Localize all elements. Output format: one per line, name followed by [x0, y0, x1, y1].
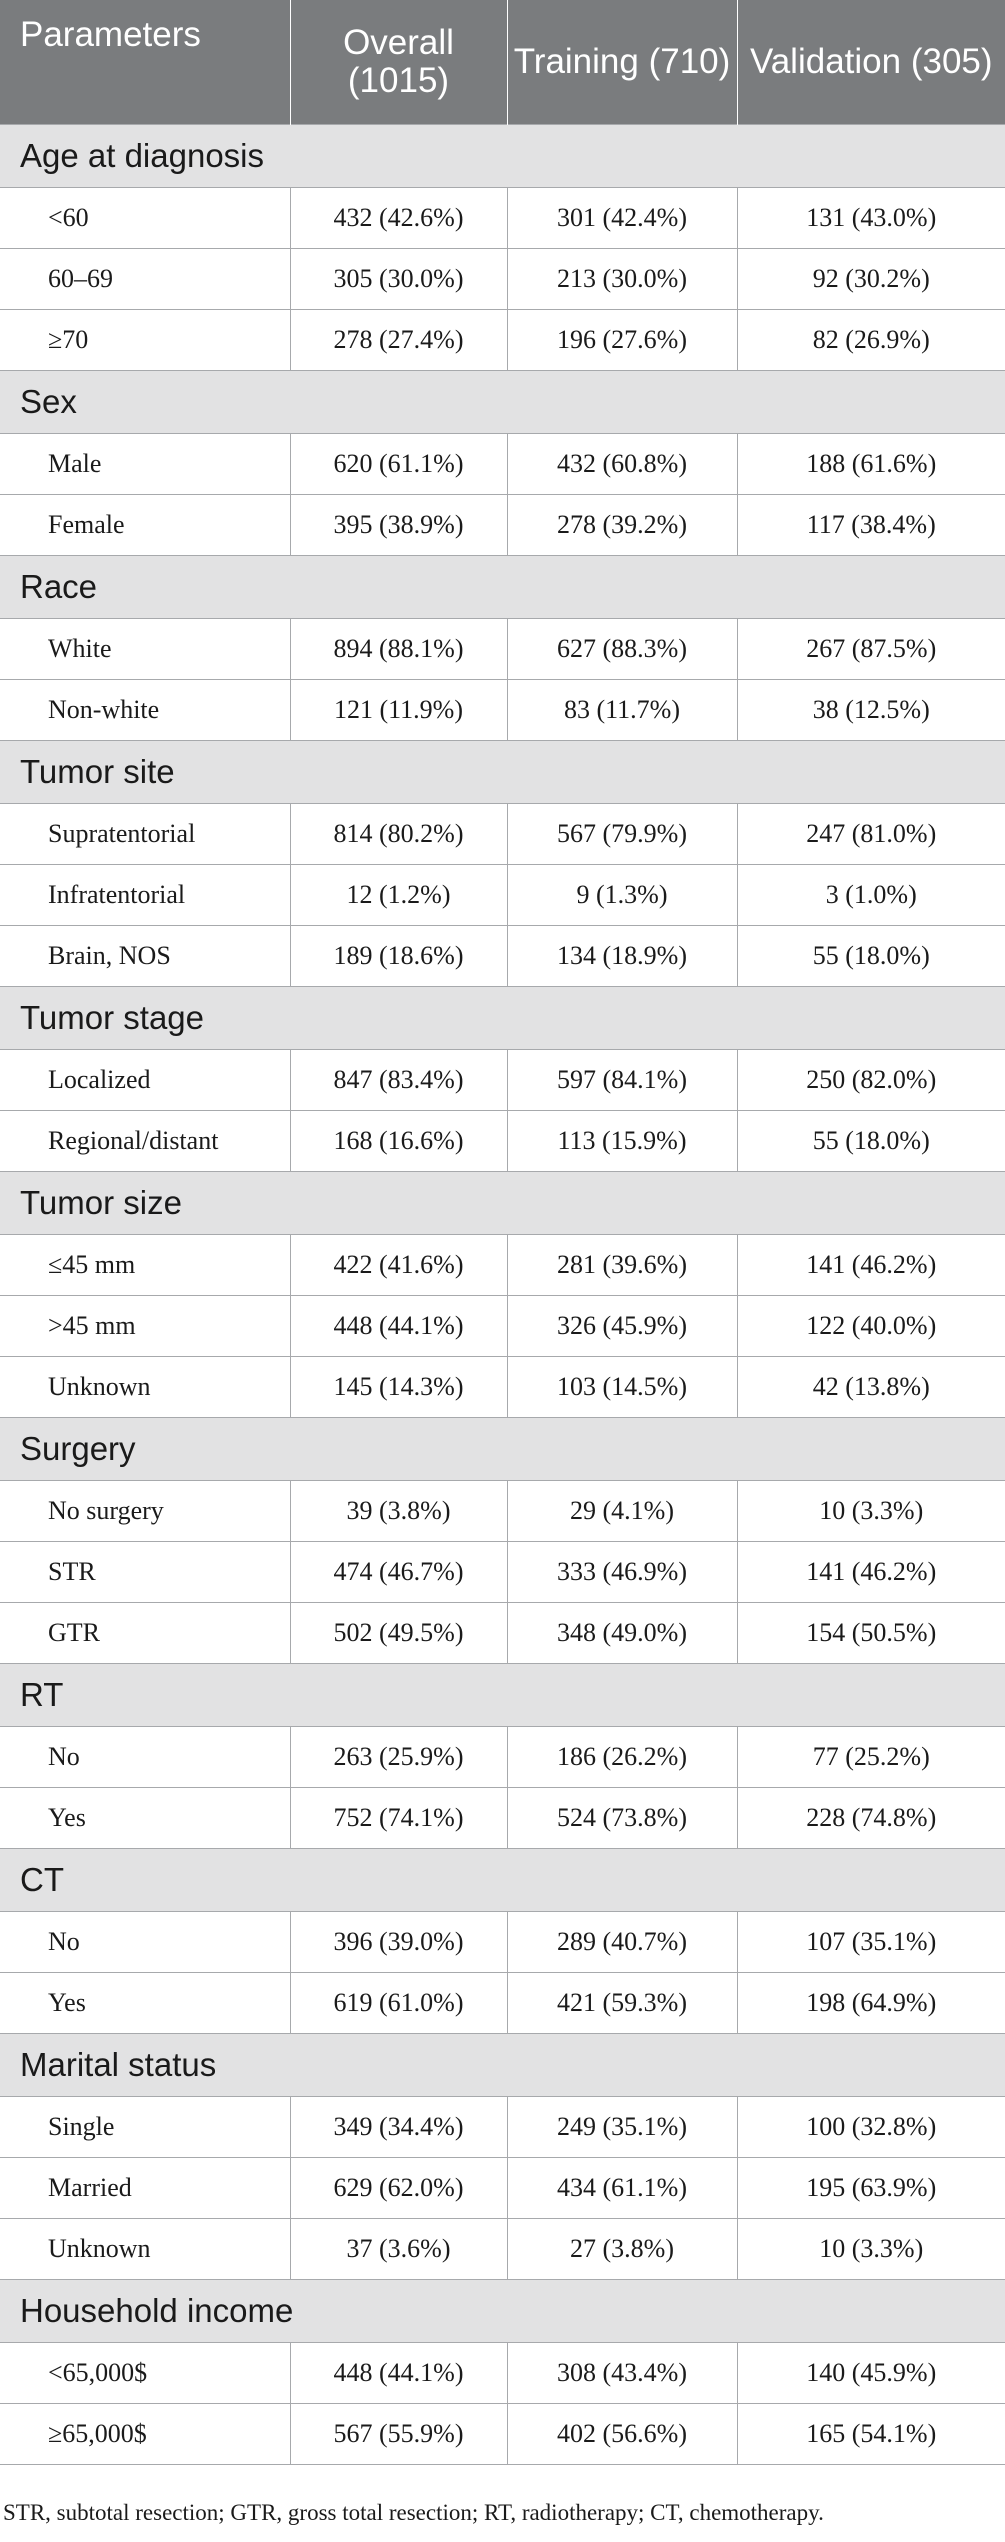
- row-label: ≥65,000$: [0, 2404, 290, 2465]
- validation-cell: 228 (74.8%): [737, 1788, 1005, 1849]
- table-row: [0, 2343, 1005, 2404]
- training-cell: 348 (49.0%): [507, 1603, 737, 1664]
- training-cell: 597 (84.1%): [507, 1050, 737, 1111]
- training-cell: 213 (30.0%): [507, 249, 737, 310]
- table-row: [0, 1788, 1005, 1849]
- overall-cell: 619 (61.0%): [290, 1973, 507, 2034]
- section-title: Race: [0, 556, 1005, 619]
- training-cell: 281 (39.6%): [507, 1235, 737, 1296]
- row-label: <65,000$: [0, 2343, 290, 2404]
- validation-cell: 107 (35.1%): [737, 1912, 1005, 1973]
- validation-cell: 42 (13.8%): [737, 1357, 1005, 1418]
- row-label: Regional/distant: [0, 1111, 290, 1172]
- validation-cell: 131 (43.0%): [737, 188, 1005, 249]
- row-label: >45 mm: [0, 1296, 290, 1357]
- section-title: RT: [0, 1664, 1005, 1727]
- section-title: Age at diagnosis: [0, 125, 1005, 188]
- table-row: [0, 1481, 1005, 1542]
- overall-cell: 752 (74.1%): [290, 1788, 507, 1849]
- validation-cell: 77 (25.2%): [737, 1727, 1005, 1788]
- training-cell: 103 (14.5%): [507, 1357, 737, 1418]
- training-cell: 421 (59.3%): [507, 1973, 737, 2034]
- table-row: [0, 1542, 1005, 1603]
- validation-cell: 10 (3.3%): [737, 2219, 1005, 2280]
- section-header-row: [0, 1172, 1005, 1235]
- overall-cell: 39 (3.8%): [290, 1481, 507, 1542]
- training-cell: 83 (11.7%): [507, 680, 737, 741]
- table-row: [0, 1973, 1005, 2034]
- validation-cell: 195 (63.9%): [737, 2158, 1005, 2219]
- table-body: [0, 125, 1005, 2465]
- overall-cell: 474 (46.7%): [290, 1542, 507, 1603]
- section-title: CT: [0, 1849, 1005, 1912]
- section-title: Household income: [0, 2280, 1005, 2343]
- table-row: [0, 249, 1005, 310]
- validation-cell: 100 (32.8%): [737, 2097, 1005, 2158]
- validation-cell: 267 (87.5%): [737, 619, 1005, 680]
- row-label: ≤45 mm: [0, 1235, 290, 1296]
- training-cell: 289 (40.7%): [507, 1912, 737, 1973]
- validation-cell: 141 (46.2%): [737, 1542, 1005, 1603]
- validation-cell: 250 (82.0%): [737, 1050, 1005, 1111]
- row-label: Unknown: [0, 1357, 290, 1418]
- training-cell: 524 (73.8%): [507, 1788, 737, 1849]
- training-cell: 29 (4.1%): [507, 1481, 737, 1542]
- overall-cell: 263 (25.9%): [290, 1727, 507, 1788]
- row-label: White: [0, 619, 290, 680]
- header-overall: Overall (1015): [290, 0, 507, 125]
- row-label: Brain, NOS: [0, 926, 290, 987]
- overall-cell: 432 (42.6%): [290, 188, 507, 249]
- section-header-row: [0, 371, 1005, 434]
- training-cell: 196 (27.6%): [507, 310, 737, 371]
- validation-cell: 247 (81.0%): [737, 804, 1005, 865]
- training-cell: 278 (39.2%): [507, 495, 737, 556]
- section-title: Tumor size: [0, 1172, 1005, 1235]
- table-row: [0, 804, 1005, 865]
- row-label: <60: [0, 188, 290, 249]
- table-footnote: STR, subtotal resection; GTR, gross total resection; RT, radiotherapy; CT, chemotherapy.: [3, 2500, 824, 2525]
- table-row: [0, 680, 1005, 741]
- section-header-row: [0, 2034, 1005, 2097]
- overall-cell: 145 (14.3%): [290, 1357, 507, 1418]
- training-cell: 27 (3.8%): [507, 2219, 737, 2280]
- row-label: Supratentorial: [0, 804, 290, 865]
- table-row: [0, 2097, 1005, 2158]
- overall-cell: 349 (34.4%): [290, 2097, 507, 2158]
- overall-cell: 189 (18.6%): [290, 926, 507, 987]
- validation-cell: 122 (40.0%): [737, 1296, 1005, 1357]
- row-label: Localized: [0, 1050, 290, 1111]
- overall-cell: 629 (62.0%): [290, 2158, 507, 2219]
- training-cell: 627 (88.3%): [507, 619, 737, 680]
- row-label: Yes: [0, 1788, 290, 1849]
- table-row: [0, 2404, 1005, 2465]
- row-label: No surgery: [0, 1481, 290, 1542]
- table-row: [0, 2158, 1005, 2219]
- row-label: Yes: [0, 1973, 290, 2034]
- overall-cell: 168 (16.6%): [290, 1111, 507, 1172]
- section-header-row: [0, 741, 1005, 804]
- table-row: [0, 495, 1005, 556]
- table-row: [0, 1050, 1005, 1111]
- header-row: [0, 0, 1005, 125]
- overall-cell: 502 (49.5%): [290, 1603, 507, 1664]
- table-row: [0, 1296, 1005, 1357]
- header-validation: Validation (305): [737, 0, 1005, 125]
- table-row: [0, 1235, 1005, 1296]
- section-header-row: [0, 987, 1005, 1050]
- training-cell: 9 (1.3%): [507, 865, 737, 926]
- table-row: [0, 619, 1005, 680]
- validation-cell: 198 (64.9%): [737, 1973, 1005, 2034]
- validation-cell: 55 (18.0%): [737, 926, 1005, 987]
- overall-cell: 37 (3.6%): [290, 2219, 507, 2280]
- overall-cell: 305 (30.0%): [290, 249, 507, 310]
- section-header-row: [0, 556, 1005, 619]
- header-parameters: Parameters: [0, 0, 290, 125]
- overall-cell: 121 (11.9%): [290, 680, 507, 741]
- validation-cell: 117 (38.4%): [737, 495, 1005, 556]
- table-row: [0, 1912, 1005, 1973]
- row-label: STR: [0, 1542, 290, 1603]
- section-header-row: [0, 125, 1005, 188]
- overall-cell: 448 (44.1%): [290, 2343, 507, 2404]
- section-header-row: [0, 1664, 1005, 1727]
- row-label: No: [0, 1912, 290, 1973]
- training-cell: 113 (15.9%): [507, 1111, 737, 1172]
- row-label: Infratentorial: [0, 865, 290, 926]
- overall-cell: 620 (61.1%): [290, 434, 507, 495]
- validation-cell: 3 (1.0%): [737, 865, 1005, 926]
- table-row: [0, 1727, 1005, 1788]
- validation-cell: 10 (3.3%): [737, 1481, 1005, 1542]
- validation-cell: 165 (54.1%): [737, 2404, 1005, 2465]
- training-cell: 402 (56.6%): [507, 2404, 737, 2465]
- overall-cell: 278 (27.4%): [290, 310, 507, 371]
- overall-cell: 12 (1.2%): [290, 865, 507, 926]
- training-cell: 249 (35.1%): [507, 2097, 737, 2158]
- validation-cell: 82 (26.9%): [737, 310, 1005, 371]
- section-title: Tumor stage: [0, 987, 1005, 1050]
- row-label: 60–69: [0, 249, 290, 310]
- row-label: Unknown: [0, 2219, 290, 2280]
- row-label: Female: [0, 495, 290, 556]
- training-cell: 186 (26.2%): [507, 1727, 737, 1788]
- row-label: Non-white: [0, 680, 290, 741]
- overall-cell: 395 (38.9%): [290, 495, 507, 556]
- section-title: Surgery: [0, 1418, 1005, 1481]
- table-row: [0, 188, 1005, 249]
- overall-cell: 448 (44.1%): [290, 1296, 507, 1357]
- overall-cell: 567 (55.9%): [290, 2404, 507, 2465]
- validation-cell: 141 (46.2%): [737, 1235, 1005, 1296]
- table-row: [0, 926, 1005, 987]
- section-title: Marital status: [0, 2034, 1005, 2097]
- row-label: No: [0, 1727, 290, 1788]
- validation-cell: 154 (50.5%): [737, 1603, 1005, 1664]
- training-cell: 432 (60.8%): [507, 434, 737, 495]
- table-row: [0, 865, 1005, 926]
- table-row: [0, 2219, 1005, 2280]
- table-row: [0, 1603, 1005, 1664]
- section-header-row: [0, 2280, 1005, 2343]
- table-row: [0, 434, 1005, 495]
- training-cell: 434 (61.1%): [507, 2158, 737, 2219]
- training-cell: 301 (42.4%): [507, 188, 737, 249]
- validation-cell: 38 (12.5%): [737, 680, 1005, 741]
- header-training: Training (710): [507, 0, 737, 125]
- row-label: Single: [0, 2097, 290, 2158]
- table-row: [0, 310, 1005, 371]
- validation-cell: 92 (30.2%): [737, 249, 1005, 310]
- overall-cell: 847 (83.4%): [290, 1050, 507, 1111]
- training-cell: 333 (46.9%): [507, 1542, 737, 1603]
- training-cell: 567 (79.9%): [507, 804, 737, 865]
- validation-cell: 55 (18.0%): [737, 1111, 1005, 1172]
- row-label: Male: [0, 434, 290, 495]
- overall-cell: 894 (88.1%): [290, 619, 507, 680]
- overall-cell: 422 (41.6%): [290, 1235, 507, 1296]
- validation-cell: 140 (45.9%): [737, 2343, 1005, 2404]
- training-cell: 308 (43.4%): [507, 2343, 737, 2404]
- overall-cell: 814 (80.2%): [290, 804, 507, 865]
- row-label: ≥70: [0, 310, 290, 371]
- overall-cell: 396 (39.0%): [290, 1912, 507, 1973]
- section-title: Tumor site: [0, 741, 1005, 804]
- section-title: Sex: [0, 371, 1005, 434]
- table-row: [0, 1357, 1005, 1418]
- row-label: Married: [0, 2158, 290, 2219]
- training-cell: 326 (45.9%): [507, 1296, 737, 1357]
- row-label: GTR: [0, 1603, 290, 1664]
- training-cell: 134 (18.9%): [507, 926, 737, 987]
- section-header-row: [0, 1418, 1005, 1481]
- table-row: [0, 1111, 1005, 1172]
- section-header-row: [0, 1849, 1005, 1912]
- validation-cell: 188 (61.6%): [737, 434, 1005, 495]
